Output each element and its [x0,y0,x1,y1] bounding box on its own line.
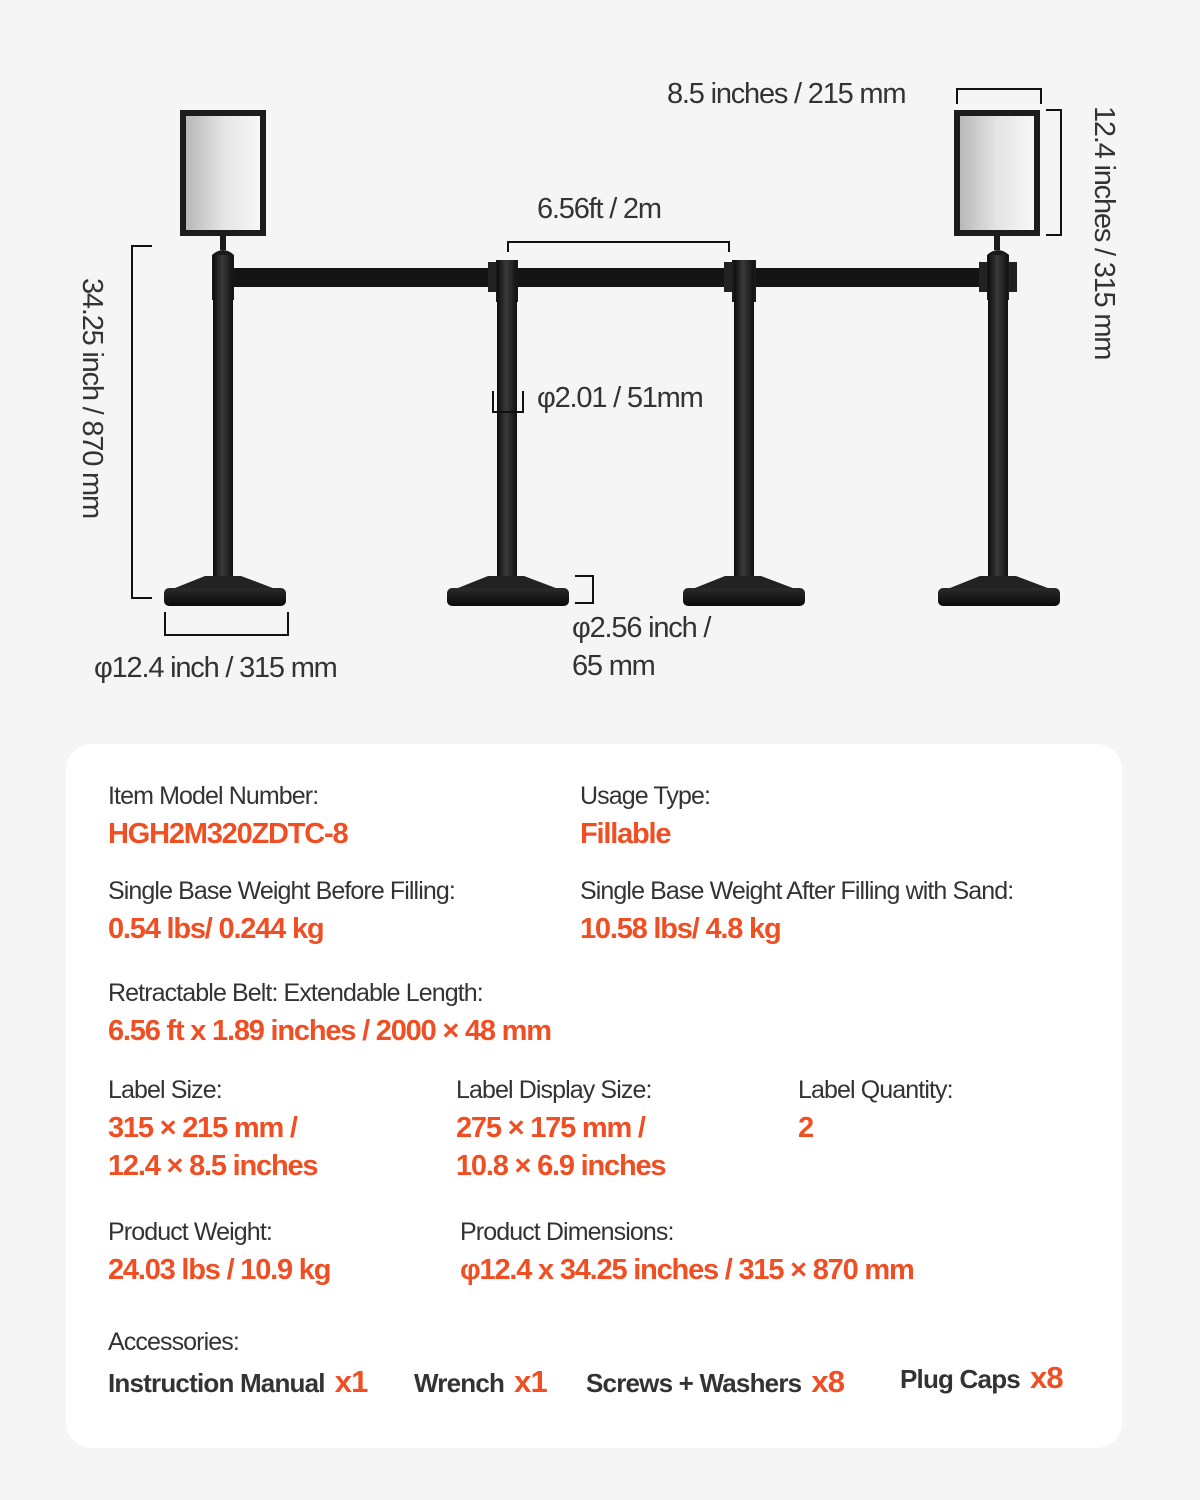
spec-label-display-value-1: 275 × 175 mm / [456,1112,645,1144]
post-height-label: 34.25 inch / 870 mm [76,278,108,518]
spec-label-size-label: Label Size: [108,1076,222,1104]
spec-dimensions [460,1214,914,1289]
spec-card [66,744,1122,1448]
spec-usage-label: Usage Type: [580,782,711,810]
spec-base-after-label: Single Base Weight After Filling with Sand: [580,877,1014,905]
accessory-screws-washers: Screws + Washers x8 [586,1364,845,1399]
spec-belt [108,975,551,1050]
spec-base-after-value: 10.58 lbs/ 4.8 kg [580,913,781,945]
sign-width-label: 8.5 inches / 215 mm [667,78,906,110]
spec-base-before-value: 0.54 lbs/ 0.244 kg [108,913,324,945]
spec-label-quantity [798,1072,953,1147]
spec-model-label: Item Model Number: [108,782,319,810]
sign-frame-right [954,110,1040,250]
stanchion-post-1 [164,250,286,606]
spec-weight [108,1214,330,1289]
spec-dimensions-value: φ12.4 x 34.25 inches / 315 × 870 mm [460,1254,914,1286]
spec-model [108,778,347,853]
product-diagram [0,0,1200,740]
spec-weight-label: Product Weight: [108,1218,272,1246]
stanchion-post-3 [683,260,805,606]
stanchion-post-2 [447,260,569,606]
spec-usage-value: Fillable [580,818,671,850]
spec-label-size [108,1072,317,1185]
base-diameter-label: φ12.4 inch / 315 mm [94,652,337,684]
spec-label-quantity-label: Label Quantity: [798,1076,953,1104]
spec-weight-value: 24.03 lbs / 10.9 kg [108,1254,331,1286]
base-height-label-line2: 65 mm [572,650,655,682]
accessory-plug-caps: Plug Caps x8 [900,1360,1063,1395]
belt-length-label: 6.56ft / 2m [537,193,661,225]
spec-label-display-value-2: 10.8 × 6.9 inches [456,1150,666,1182]
accessory-instruction-manual: Instruction Manual x1 [108,1364,368,1399]
dimension-lines [132,89,1061,635]
post-diameter-label: φ2.01 / 51mm [537,382,703,414]
spec-accessories-label: Accessories: [108,1328,239,1356]
retractable-belt [232,268,980,287]
base-height-label-line1: φ2.56 inch / [572,612,711,644]
spec-belt-value: 6.56 ft x 1.89 inches / 2000 × 48 mm [108,1015,551,1047]
spec-base-before [108,873,455,948]
spec-label-display [456,1072,665,1185]
spec-base-after [580,873,1013,948]
spec-base-before-label: Single Base Weight Before Filling: [108,877,455,905]
spec-dimensions-label: Product Dimensions: [460,1218,674,1246]
spec-model-value: HGH2M320ZDTC-8 [108,818,348,850]
sign-frame-left [180,110,266,250]
spec-usage [580,778,710,853]
spec-belt-label: Retractable Belt: Extendable Length: [108,979,483,1007]
spec-accessories [108,1324,239,1361]
spec-label-display-label: Label Display Size: [456,1076,652,1104]
spec-label-size-value-2: 12.4 × 8.5 inches [108,1150,318,1182]
accessory-wrench: Wrench x1 [414,1364,547,1399]
stanchion-post-4 [938,250,1060,606]
spec-label-quantity-value: 2 [798,1112,813,1144]
sign-height-label: 12.4 inches / 315 mm [1088,106,1120,360]
spec-label-size-value-1: 315 × 215 mm / [108,1112,297,1144]
